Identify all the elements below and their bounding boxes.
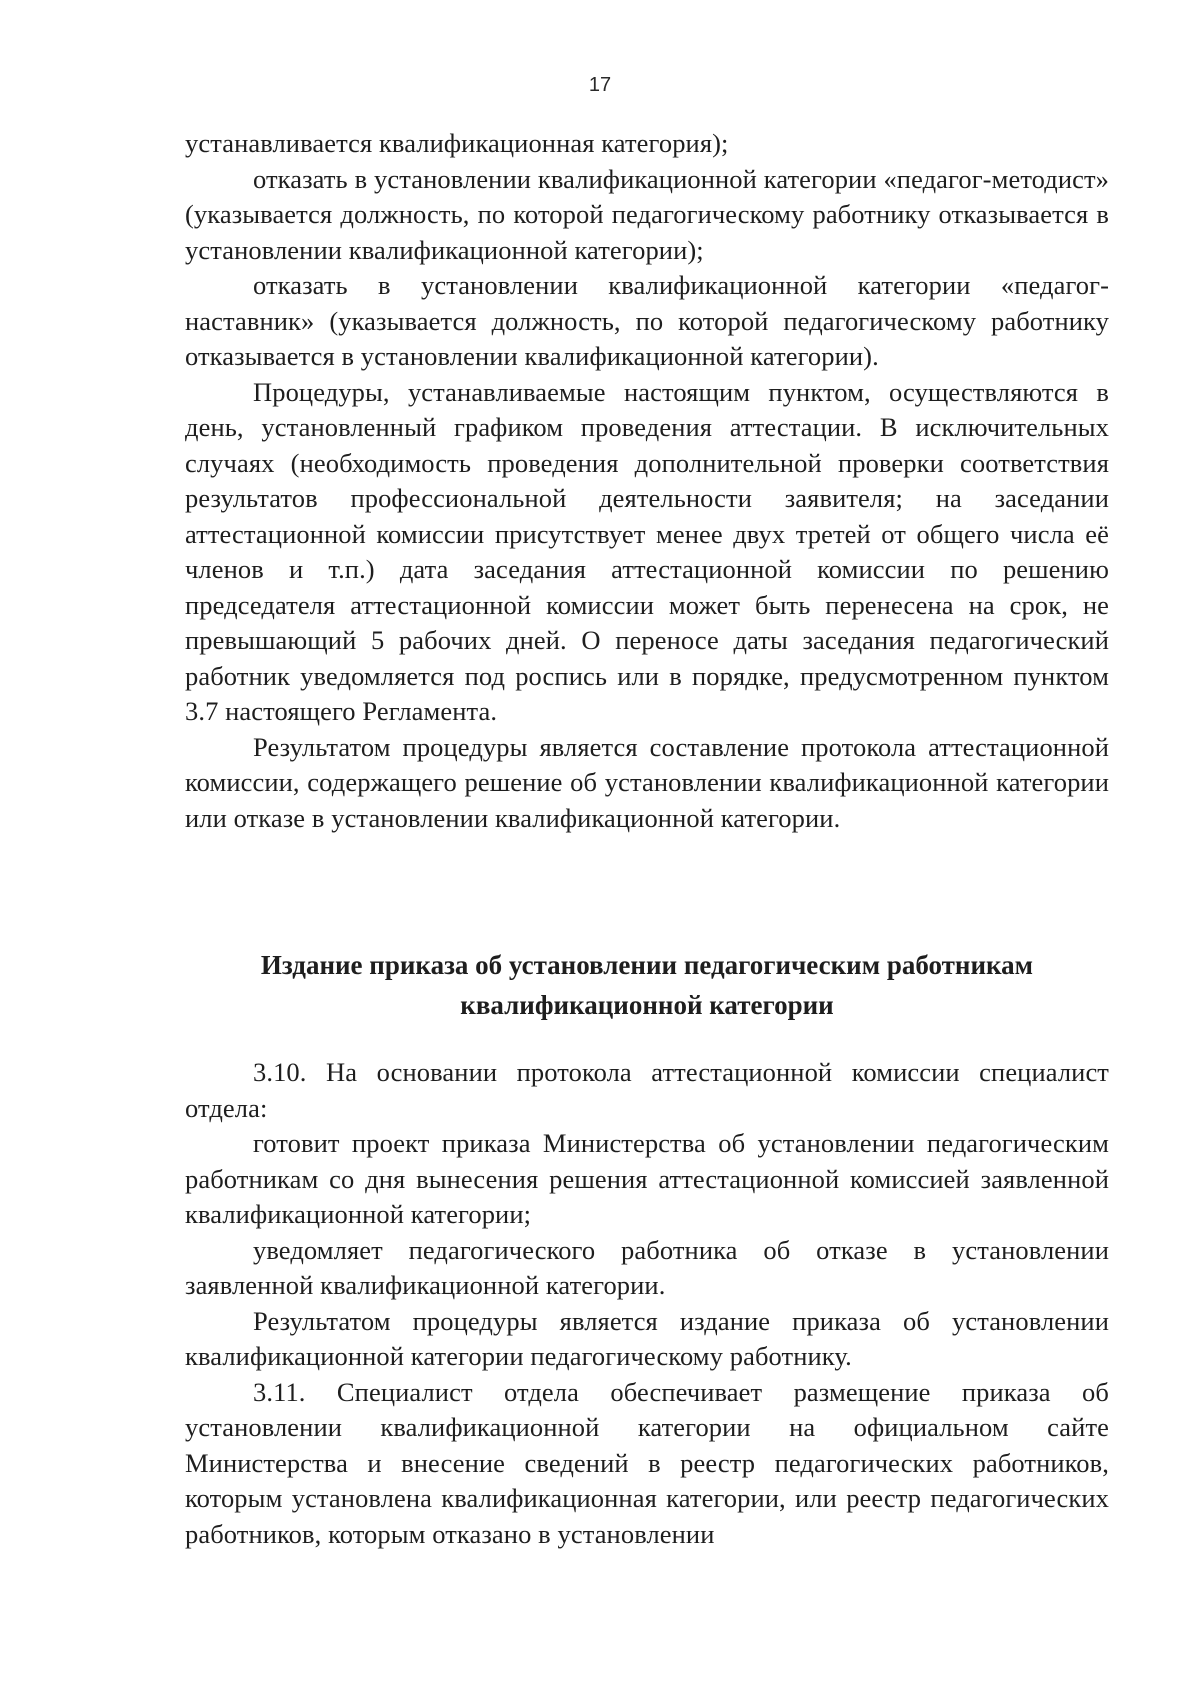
paragraph: Результатом процедуры является издание приказа об установлении квалификационной категории педагогическому работнику. [185,1305,1109,1371]
paragraph: 3.11. Специалист отдела обеспечивает размещение приказа об установлении квалификационной категории на официальном сайте Министерства и внесение сведений в реестр педагогических работников, которым установлена квалификационная категории, или реестр педагогических работников, которым отказано в установлении [185,1376,1109,1549]
section-1-body [185,126,1109,836]
paragraph: устанавливается квалификационная категория); [185,128,729,158]
section-2-body [185,1055,1109,1552]
page-number: 17 [588,74,612,96]
paragraph: 3.10. На основании протокола аттестационной комиссии специалист отдела: [185,1057,1109,1123]
paragraph: отказать в установлении квалификационной категории «педагог-наставник» (указывается должность, по которой педагогическому работнику отказывается в установлении квалификационной категории). [185,270,1109,371]
paragraph: готовит проект приказа Министерства об установлении педагогическим работникам со дня вынесения решения аттестационной комиссией заявленной квалификационной категории; [185,1128,1109,1229]
section-heading-line-2: квалификационной категории [460,990,834,1020]
paragraph: Процедуры, устанавливаемые настоящим пунктом, осуществляются в день, установленный графиком проведения аттестации. В исключительных случаях (необходимость проведения дополнительной проверки соответствия результатов профессиональной деятельности заявителя; на заседании аттестационной комиссии присутствует менее двух третей от общего числа её членов и т.п.) дата заседания аттестационной комиссии по решению председателя аттестационной комиссии может быть перенесена на срок, не превышающий 5 рабочих дней. О переносе даты заседания педагогический работник уведомляется под роспись или в порядке, предусмотренном пунктом 3.7 настоящего Регламента. [185,376,1109,726]
section-heading-line-1: Издание приказа об установлении педагогическим работникам [260,950,1034,980]
paragraph: Результатом процедуры является составление протокола аттестационной комиссии, содержащего решение об установлении квалификационной категории или отказе в установлении квалификационной категории. [185,731,1109,833]
paragraph: уведомляет педагогического работника об отказе в установлении заявленной квалификационной категории. [185,1234,1109,1300]
section-heading [185,945,1109,1025]
paragraph: отказать в установлении квалификационной категории «педагог-методист» (указывается должность, по которой педагогическому работнику отказывается в установлении квалификационной категории); [185,163,1109,265]
